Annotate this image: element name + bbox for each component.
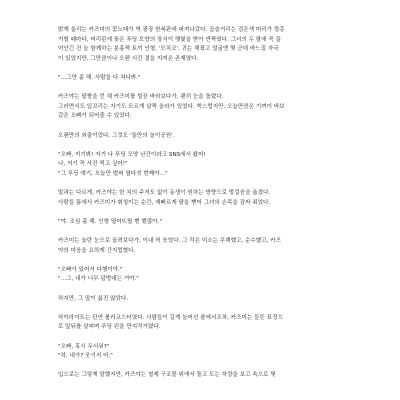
text-line: "…그, 내가 너무 덤벙대는 거야." <box>58 276 139 283</box>
text-line: 카즈야는 팔짱을 낀 채 카즈미를 힐끔 바라보다가, 괜히 눈을 돌렸다. <box>58 94 224 101</box>
paragraph <box>58 218 342 228</box>
text-line: 로 앞뒤를 살피며 푸딩 핀을 만지작거렸다. <box>58 324 161 331</box>
text-line: 야의 마음을 요하게 간지럽혔다. <box>58 247 136 254</box>
text-line: 입으로는 그렇게 말했지만, 카즈야는 철제 구조물 위에서 돌고 도는 차량을 보고 속으로 몇 <box>58 372 276 379</box>
text-line: 말과는 다르게, 카즈야는 한 치의 주저도 없이 동생이 원하는 방향으로 발걸음을 옮겼다. <box>58 190 271 197</box>
paragraph-gap <box>58 362 342 372</box>
paragraph <box>58 132 342 142</box>
paragraph-gap <box>58 122 342 132</box>
text-line: "오빠, 저기봐! 저거 나 푸딩 모양 난간이라고 SNS에서 봤어! <box>58 151 206 158</box>
paragraph-gap <box>58 256 342 266</box>
paragraph-gap <box>58 141 342 151</box>
text-line: 거릴 때마다, 머리핀에 꽂은 푸딩 모양의 장식이 햇빛을 받아 반짝였다. 그녀의 두 팔에 꼭 끌 <box>58 36 281 43</box>
paragraph <box>58 93 342 122</box>
paragraph-gap <box>58 180 342 190</box>
paragraph-gap <box>58 333 342 343</box>
paragraph <box>58 314 342 333</box>
text-line: 그러면서도 입꼬리는 자기도 모르게 살짝 올라가 있었다. 쑥스럽지만, 오늘만큼은 기꺼이 바보 <box>58 103 285 110</box>
text-line: 사람들 틈에서 카즈미가 휘청이는 순간, 재빠르게 팔을 뻗어 그녀의 손목을 감싸 쥐었다. <box>58 199 271 206</box>
text-line: 밝게 울리는 카즈미의 꽃노래가 역 광장 한복판에 퍼져나갔다. 곱슬거리는 검은색 머리가 깡총 <box>58 27 285 33</box>
text-line: 카즈미는 놀란 눈으로 올려보다가, 이내 씩 웃었다. 그 작은 미소는 무해했고, 순수했고, 카즈 <box>58 238 281 245</box>
text-line: 같은 오빠가 되어줄 수 있었다. <box>58 113 132 120</box>
paragraph <box>58 295 342 305</box>
paragraph <box>58 343 342 362</box>
paragraph-gap <box>58 64 342 74</box>
text-line: 나, 저기 꼭 사진 찍고 싶어!" <box>58 161 128 168</box>
text-line: "그 푸딩 얘기, 오늘만 벌써 열다섯 번째야…" <box>58 170 168 177</box>
text-line: "…그만 좀 해. 사람들 다 쳐다봐." <box>58 74 141 81</box>
document-body <box>58 0 342 381</box>
text-line: 어안긴 건 늘 함께하는 분홍색 토끼 인형, '모치코'. 귀는 해졌고 얼굴엔 몇 군데 바느질 자국 <box>58 46 279 53</box>
paragraph-gap <box>58 304 342 314</box>
paragraph-gap <box>58 285 342 295</box>
text-line: 이 있었지만, 그만큼이나 오랜 시간 곁을 지켜온 존재였다. <box>58 55 199 62</box>
text-line: 하이라이트는 단연 롤러코스터였다. 사람들이 길게 늘어선 줄에서조차, 카즈미는 들뜬 표정으 <box>58 314 283 321</box>
text-line: 오랜만의 외출이었다. 그것도 '둘만의 놀이공원'. <box>58 132 175 139</box>
text-line: "하, 내가? 웃기지 마." <box>58 353 113 360</box>
paragraph <box>58 74 342 84</box>
paragraph <box>58 151 342 180</box>
text-line: 하지만, 그 말이 싫진 않았다. <box>58 295 129 302</box>
paragraph <box>58 266 342 285</box>
text-line: "야. 조심 좀 해. 인형 떨어뜨릴 뻔 했잖아." <box>58 218 162 225</box>
paragraph <box>58 189 342 208</box>
paragraph <box>58 237 342 256</box>
paragraph-gap <box>58 84 342 94</box>
paragraph-gap <box>58 227 342 237</box>
paragraph <box>58 371 342 381</box>
paragraph <box>58 26 342 64</box>
text-line: "오빠, 혹시 무서워?" <box>58 343 110 350</box>
text-line: "오빠가 있어서 다행이야." <box>58 266 123 273</box>
paragraph-gap <box>58 208 342 218</box>
